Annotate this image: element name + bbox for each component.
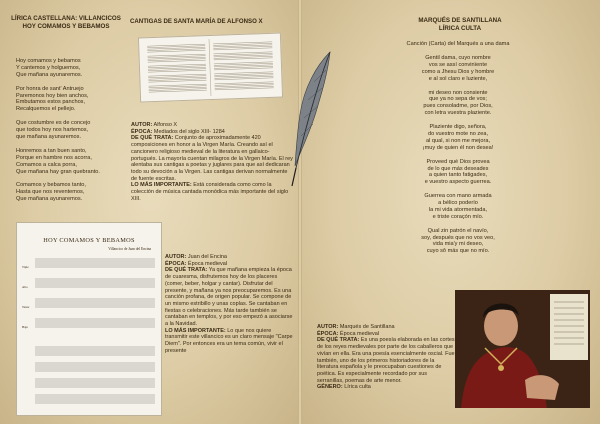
poem-line: que mañana ayunaremos. [16,133,81,140]
poem-line: a bélico poderío [438,200,478,207]
voice-label: Alto [22,285,28,289]
poem-line: Hoy comamos y bebamos [16,58,81,64]
poem-line: ¡muy de quien él non desea! [422,144,494,151]
score-composer: Villancico de Juan del Encina [108,247,151,251]
hoy-poem [16,58,100,203]
score-voices [22,257,29,337]
left-title-line-2: HOY COMAMOS Y BEBAMOS [22,22,110,30]
poem-line: Plaziente digo, señora, [429,124,487,131]
quill-feather-icon [286,48,336,190]
hoy-comamos-score-image [16,222,162,416]
santillana-genero: GÉNERO: Lírica culta [317,384,371,391]
poem-line: Que mañana hay gran quebranto. [16,168,100,175]
cantigas-info [131,122,295,202]
right-title [385,17,535,32]
poem-line: Embutamos estos panchos, [16,99,86,106]
poem-line: do vuestro mote no zea, [427,130,488,137]
poem-line [378,186,538,193]
santillana-autor: AUTOR: Marqués de Santillana [317,324,395,330]
left-title-line-1: LÍRICA CASTELLANA: VILLANCICOS [11,15,121,22]
poem-line: e al sol claro e luziente, [428,75,488,82]
cantigas-epoca: ÉPOCA: Mediados del siglo XIII- 1284 [131,128,225,135]
poem-line: Por honra de sant' Antruejo [16,85,84,92]
voice-label: Tiple [22,265,29,269]
right-title-line-2: LÍRICA CULTA [438,24,482,32]
poem-line: con letra vuestra plaziente. [424,110,492,117]
santillana-quetrata: DE QUÉ TRATA: Es una poesía elaborada en las cortes de los reyes medievales por parte de los caballeros que vivían en ella. Era una poesía esencialmente oscial. Fue también, uno de los primeros historiadores de la literatura española y le preocupaban cuestiones de poética. Es especialmente recordado por sus serranillas, poemas de arte menor. [317,337,455,384]
poem-line [378,117,538,124]
poem-line [16,79,100,86]
poem-line: Paremonos hoy bien anchos, [16,92,89,99]
poem-line: vos se assí convinïente [428,61,488,68]
santillana-info [317,324,455,391]
poem-line: de lo que más deseades [427,165,489,172]
poem-line [16,141,100,148]
right-title-line-1: MARQUÉS DE SANTILLANA [418,17,502,24]
poem-line: Comamos a calca porra, [16,161,77,168]
poem-line: Qual zin patrón el navío, [427,227,489,234]
poem-line: Guerrea con mano armada [424,193,492,200]
poem-line: Hasta que nos reventemos, [16,189,85,196]
poem-line: Recalquemos el pellejo. [16,106,76,113]
poem-line: Y cantemos y holguemos, [16,64,81,71]
poem-line: e triste coraçón mío. [432,213,484,220]
poem-line: mi deseo non consiente [428,89,488,96]
poem-line: Que mañana ayunaremos. [16,71,83,78]
poem-line: Que costumbre es de concejo [16,120,91,127]
left-title [10,15,122,30]
cantigas-manuscript-image [138,33,283,103]
cantigas-staff-lines [139,34,282,102]
cantigas-quetrata: DE QUÉ TRATA: Conjunto de aproximadamente 420 composiciones en honor a la Virgen María. Creando así el cancionero religioso medieval de la literatura en gallaico-portugués. La mayoría cuentan milagros de la Virgen María. El rey alentaba sus cantigas a poetas y juglares para que así dedicaran todo su devoción a la Virgen. Las cantigas derivan normalmente de fuente escritas. [131,135,293,182]
cantigas-autor: AUTOR: Alfonso X [131,122,178,128]
poem-line: Honremos a tan buen santo, [16,147,87,154]
santillana-epoca: ÉPOCA: Época medieval [317,330,380,337]
cancion-poem [378,55,538,255]
portrait-painting [455,290,590,408]
poem-line: a quien tanto fatigades, [428,172,488,179]
cancion-title: Canción (Carta) del Marqués a una dama [406,41,510,47]
voice-label: Tenor [22,305,30,309]
poem-line [378,152,538,159]
poem-line: que ya no sepa de vos; [429,96,487,103]
poem-line: e vuestro aspecto guerrea. [424,179,492,186]
poem-line: Gentil dama, cuyo nombre [425,55,491,61]
santillana-portrait-image [455,290,590,408]
poem-line: Que mañana ayunaremos. [16,196,83,203]
poem-line: como a Jhesu Dios y hombre [421,68,495,75]
poem-line [378,221,538,228]
cantigas-title: CANTIGAS DE SANTA MARÍA DE ALFONSO X [130,18,263,25]
encina-info [165,254,295,355]
poem-line: soy, después que no vos veo, [421,234,495,241]
encina-autor: AUTOR: Juan del Encina [165,254,227,260]
poem-line: al qual, si non me mejora, [425,137,491,144]
cantigas-importante: LO MÁS IMPORTANTE: Está considerada como como la colección de música cantada monódica más importante del siglo XIII. [131,182,289,202]
encina-quetrata: DE QUÉ TRATA: Ya que mañana empieza la época de cuaresma, disfrutemos hoy de los placeres (comer, beber, holgar y cantar). Disfrutar del presente, y mañana ya nos preocuparemos. Es una canción profana, de origen popular. Se compone de un mismo estribillo y unas coplas. Se cantaban en fiestas o celebraciones. Más tarde también se cantaban en templos, y por eso empezó a asociarse a la Navidad. [165,267,293,328]
poem-line: pues consoladme, por Dios, [423,103,493,110]
score-title: HOY COMAMOS Y BEBAMOS [43,237,135,244]
poem-line [378,83,538,90]
poem-line: la mi vida atormentada, [428,206,488,213]
poem-line: que todos hoy nos hartemos, [16,127,89,134]
poem-line: cuyo sô más que no mío. [426,248,490,255]
poem-line: Porque en hambre nos acorra, [16,154,92,161]
encina-epoca: ÉPOCA: Época medieval [165,260,228,267]
poem-line [16,113,100,120]
poem-line: Comamos y bebamos tanto, [16,182,86,189]
poem-line: vida mia'y mi deseo, [432,241,484,248]
poem-line [16,175,100,182]
score-staves [17,223,161,415]
encina-importante: LO MÁS IMPORTANTE: Lo que nos quiere transmitir este villancico es un claro mensaje "Carpe Diem". Por entonces era un tema común, vivir el presente [165,327,293,354]
poem-line: Proveed qué Dios provea [426,158,490,165]
voice-label: Bajo [22,325,29,329]
